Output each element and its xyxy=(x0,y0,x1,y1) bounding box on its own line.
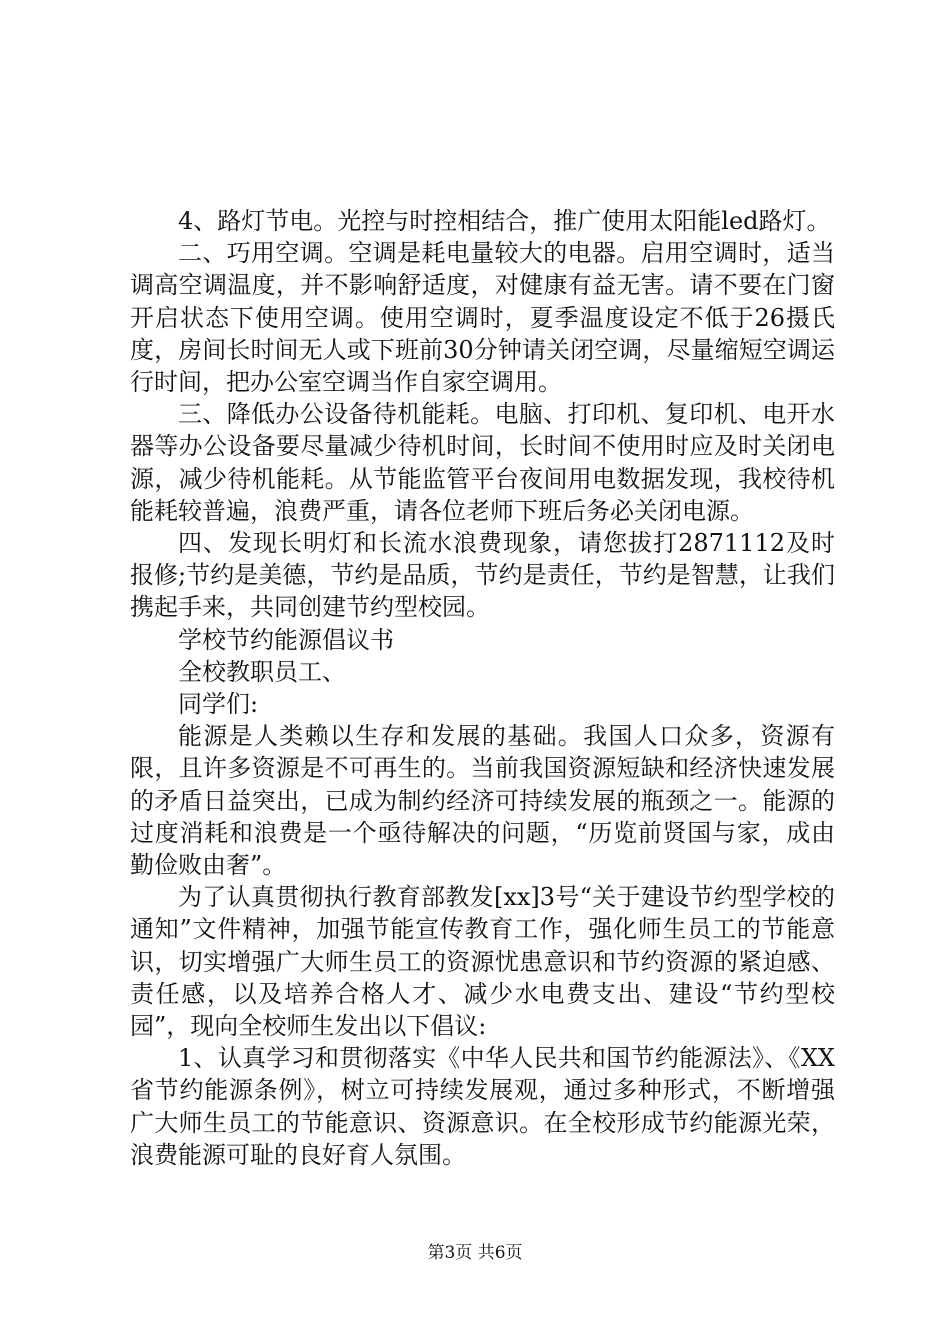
paragraph-proposal-item-1: 1、认真学习和贯彻落实《中华人民共和国节约能源法》、《XX省节约能源条例》，树立可持续发展观，通过多种形式，不断增强广大师生员工的节能意识、资源意识。在全校形成节约能源光荣，浪费能源可耻的良好育人氛围。 xyxy=(130,1044,835,1169)
salutation-staff: 全校教职员工、 xyxy=(178,657,346,686)
document-body xyxy=(130,205,835,1171)
paragraph-air-conditioning: 二、巧用空调。空调是耗电量较大的电器。启用空调时，适当调高空调温度，并不影响舒适度，对健康有益无害。请不要在门窗开启状态下使用空调。使用空调时，夏季温度设定不低于26摄氏度，房间长时间无人或下班前30分钟请关闭空调，尽量缩短空调运行时间，把办公室空调当作自家空调用。 xyxy=(130,239,835,397)
paragraph-energy-intro: 能源是人类赖以生存和发展的基础。我国人口众多，资源有限，且许多资源是不可再生的。当前我国资源短缺和经济快速发展的矛盾日益突出，已成为制约经济可持续发展的瓶颈之一。能源的过度消耗和浪费是一个亟待解决的问题，“历览前贤国与家，成由勤俭败由奢”。 xyxy=(130,722,835,880)
salutation-students: 同学们: xyxy=(178,690,259,719)
paragraph-streetlight: 4、路灯节电。光控与时控相结合，推广使用太阳能led路灯。 xyxy=(178,207,831,235)
proposal-title: 学校节约能源倡议书 xyxy=(178,625,394,654)
paragraph-proposal-purpose: 为了认真贯彻执行教育部教发[xx]3号“关于建设节约型学校的通知”文件精神，加强节能宣传教育工作，强化师生员工的节能意识，切实增强广大师生员工的资源忧患意识和节约资源的紧迫感、责任感，以及培养合格人才、减少水电费支出、建设“节约型校园”，现向全校师生发出以下倡议: xyxy=(130,883,835,1041)
paragraph-report-waste: 四、发现长明灯和长流水浪费现象，请您拔打2871112及时报修;节约是美德，节约是品质，节约是责任，节约是智慧，让我们携起手来，共同创建节约型校园。 xyxy=(130,529,835,622)
paragraph-office-equipment: 三、降低办公设备待机能耗。电脑、打印机、复印机、电开水器等办公设备要尽量减少待机时间，长时间不使用时应及时关闭电源，减少待机能耗。从节能监管平台夜间用电数据发现，我校待机能耗较普遍，浪费严重，请各位老师下班后务必关闭电源。 xyxy=(130,400,835,525)
page-number-footer: 第3页 共6页 xyxy=(427,1243,523,1263)
